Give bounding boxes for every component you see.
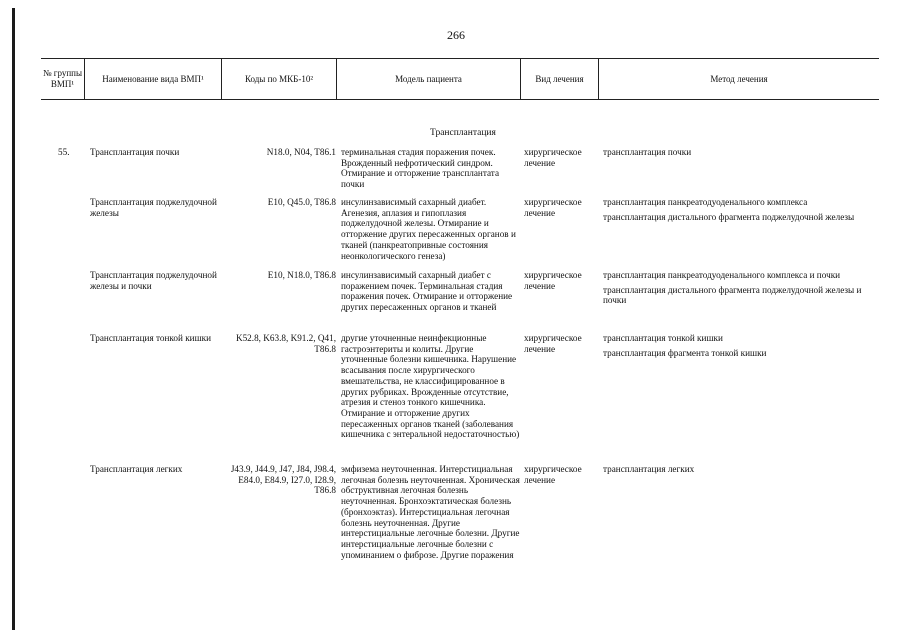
method-item: трансплантация фрагмента тонкой кишки xyxy=(603,347,767,358)
column-header-vmp-name: Наименование вида ВМП¹ xyxy=(85,59,222,99)
column-header-group-number: № группы ВМП¹ xyxy=(41,59,85,99)
row-codes: K52.8, K63.8, K91.2, Q41, T86.8 xyxy=(235,333,336,354)
table-header xyxy=(41,58,879,100)
row-methods xyxy=(603,270,873,306)
row-name: Трансплантация поджелудочной железы xyxy=(90,197,217,218)
method-item: трансплантация дистального фрагмента поджелудочной железы xyxy=(603,211,855,222)
column-header-treatment-type: Вид лечения xyxy=(521,59,599,99)
row-treatment-type: хирургическое лечение xyxy=(524,197,582,218)
row-treatment-type: хирургическое лечение xyxy=(524,333,582,354)
row-codes: E10, N18.0, T86.8 xyxy=(267,270,336,280)
row-codes: E10, Q45.0, T86.8 xyxy=(267,197,336,207)
binding-line xyxy=(12,8,15,630)
row-patient-model: терминальная стадия поражения почек. Врожденный нефротический синдром. Отмирание и отторжение трансплантата почки xyxy=(341,147,500,190)
row-name: Трансплантация поджелудочной железы и почки xyxy=(90,270,217,291)
method-item: трансплантация дистального фрагмента поджелудочной железы и почки xyxy=(603,284,862,306)
method-item: трансплантация панкреатодуоденального комплекса xyxy=(603,197,808,207)
row-treatment-type: хирургическое лечение xyxy=(524,464,582,485)
method-item: трансплантация панкреатодуоденального комплекса и почки xyxy=(603,270,841,280)
column-header-icd-codes: Коды по МКБ-10² xyxy=(222,59,337,99)
row-number: 55. xyxy=(58,147,70,157)
row-treatment-type: хирургическое лечение xyxy=(524,147,582,168)
section-title: Трансплантация xyxy=(430,128,496,138)
row-codes: N18.0, N04, T86.1 xyxy=(266,147,336,157)
column-header-treatment-method: Метод лечения xyxy=(710,73,768,84)
row-name: Трансплантация почки xyxy=(90,147,180,157)
row-name: Трансплантация легких xyxy=(90,464,183,474)
page-number: 266 xyxy=(447,28,465,42)
row-methods xyxy=(603,197,873,222)
row-patient-model: инсулинзависимый сахарный диабет. Агенезия, аплазия и гипоплазия поджелудочной железы. Отмирание и отторжение других пересаженных органов и тканей (панкреатопривные состояния неонкологического генеза) xyxy=(341,197,516,261)
method-item: трансплантация легких xyxy=(603,464,695,474)
column-header-patient-model: Модель пациента xyxy=(337,59,521,99)
row-patient-model: инсулинзависимый сахарный диабет с поражением почек. Терминальная стадия поражения почек. Отмирание и отторжение других пересаженных органов и тканей xyxy=(341,270,513,313)
row-patient-model: другие уточненные неинфекционные гастроэнтериты и колиты. Другие уточненные болезни кишечника. Нарушение всасывания после хирургического вмешательства, не классифицированное в других рубриках. Врожденные отсутствие, атрезия и стеноз тонкого кишечника. Отмирание и отторжение других пересаженных органов тканей (заболевания кишечника с энтеральной недостаточностью) xyxy=(341,333,520,440)
row-name: Трансплантация тонкой кишки xyxy=(90,333,212,343)
row-treatment-type: хирургическое лечение xyxy=(524,270,582,291)
row-methods xyxy=(603,147,873,158)
row-codes: J43.9, J44.9, J47, J84, J98.4, E84.0, E84.9, I27.0, I28.9, T86.8 xyxy=(230,464,336,496)
row-patient-model: эмфизема неуточненная. Интерстициальная легочная болезнь неуточненная. Хроническая обструктивная легочная болезнь неуточненная. Бронхоэктатическая болезнь (бронхоэктаз). Интерстициальная легочная болезнь неуточненная. Другие интерстициальные легочные болезни. Другие интерстициальные легочные болезни с упоминанием о фиброзе. Другие поражения xyxy=(341,464,520,560)
method-item: трансплантация почки xyxy=(603,147,692,157)
method-item: трансплантация тонкой кишки xyxy=(603,333,723,343)
row-methods xyxy=(603,333,873,358)
row-methods xyxy=(603,464,873,475)
